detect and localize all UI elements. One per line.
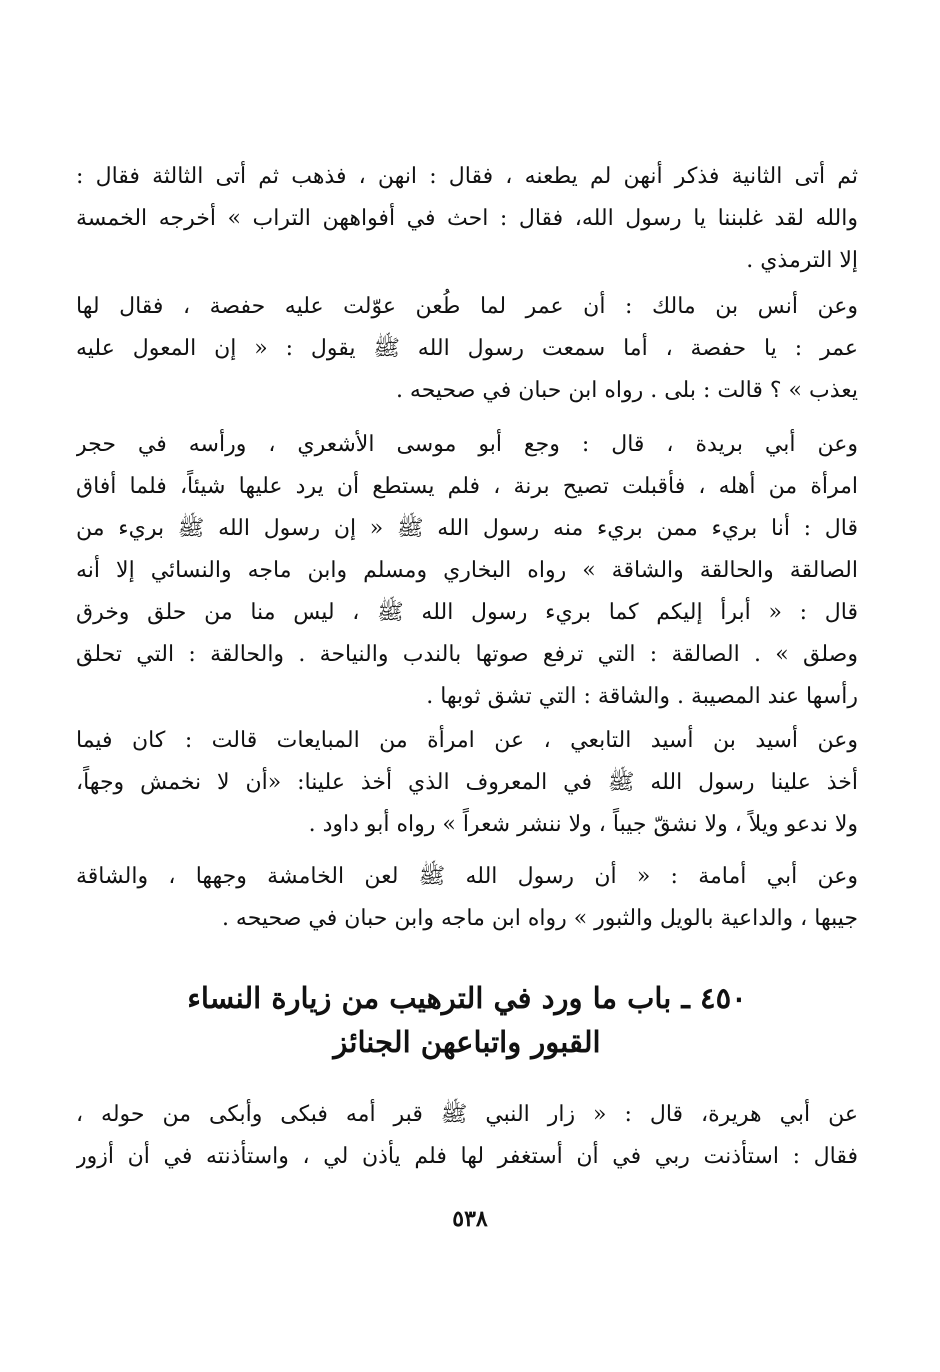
text-line: وعن أبي أمامة : « أن رسول الله ﷺ لعن الخامشة وجهها ، والشاقة (76, 864, 858, 889)
text-line: عمر : يا حفصة ، أما سمعت رسول الله ﷺ يقول : « إن المعول عليه (76, 336, 858, 361)
paragraph-5 (76, 856, 858, 940)
paragraph-3 (76, 424, 858, 718)
text-line: رأسها عند المصيبة . والشاقة : التي تشق ثوبها . (426, 684, 858, 709)
page-number: ٥٣٨ (452, 1206, 488, 1232)
paragraph-6 (76, 1094, 858, 1178)
paragraph-1 (76, 156, 858, 282)
paragraph-2 (76, 286, 858, 412)
text-line: وعن أنس بن مالك : أن عمر لما طُعن عوّلت عليه حفصة ، فقال لها (76, 294, 858, 319)
text-line: امرأة من أهله ، فأقبلت تصيح برنة ، فلم يستطع أن يرد عليها شيئاً، فلما أفاق (76, 474, 858, 499)
text-line: ثم أتى الثانية فذكر أنهن لم يطعنه ، فقال : انهن ، فذهب ثم أتى الثالثة فقال : (76, 164, 858, 189)
paragraph-4 (76, 720, 858, 846)
text-line: الصالقة والحالقة والشاقة » رواه البخاري ومسلم وابن ماجه والنسائي إلا أنه (76, 558, 858, 583)
text-line: فقال : استأذنت ربي في أن أستغفر لها فلم يأذن لي ، واستأذنته في أن أزور (76, 1144, 858, 1169)
chapter-heading (76, 976, 858, 1064)
text-line: ولا ندعو ويلاً ، ولا نشقّ جيباً ، ولا ننشر شعراً » رواه أبو داود . (308, 812, 858, 837)
chapter-heading-line-1: ٤٥٠ ـ باب ما ورد في الترهيب من زيارة النساء (187, 981, 747, 1015)
text-line: عن أبي هريرة، قال : « زار النبي ﷺ قبر أمه فبكى وأبكى من حوله ، (76, 1102, 858, 1127)
text-line: قال : « أبرأ إليكم كما بريء رسول الله ﷺ ، ليس منا من حلق وخرق (76, 600, 858, 625)
text-line: وعن أبي بريدة ، قال : وجع أبو موسى الأشعري ، ورأسه في حجر (76, 432, 858, 457)
text-line: وصلق » . الصالقة : التي ترفع صوتها بالندب والنياحة . والحالقة : التي تحلق (76, 642, 858, 667)
text-line: قال : أنا بريء ممن بريء منه رسول الله ﷺ « إن رسول الله ﷺ بريء من (76, 516, 858, 541)
text-line: أخذ علينا رسول الله ﷺ في المعروف الذي أخذ علينا: «أن لا نخمش وجهاً، (76, 770, 858, 795)
text-line: وعن أسيد بن أسيد التابعي ، عن امرأة من المبايعات قالت : كان فيما (76, 728, 858, 753)
text-line: إلا الترمذي . (746, 248, 858, 273)
text-line: جيبها ، والداعية بالويل والثبور » رواه ابن ماجه وابن حبان في صحيحه . (221, 906, 858, 931)
text-line: والله لقد غلبننا يا رسول الله، فقال : احث في أفواههن التراب » أخرجه الخمسة (76, 206, 858, 231)
chapter-heading-line-2: القبور واتباعهن الجنائز (333, 1025, 601, 1059)
text-line: يعذب » ؟ قالت : بلى . رواه ابن حبان في صحيحه . (395, 378, 858, 403)
